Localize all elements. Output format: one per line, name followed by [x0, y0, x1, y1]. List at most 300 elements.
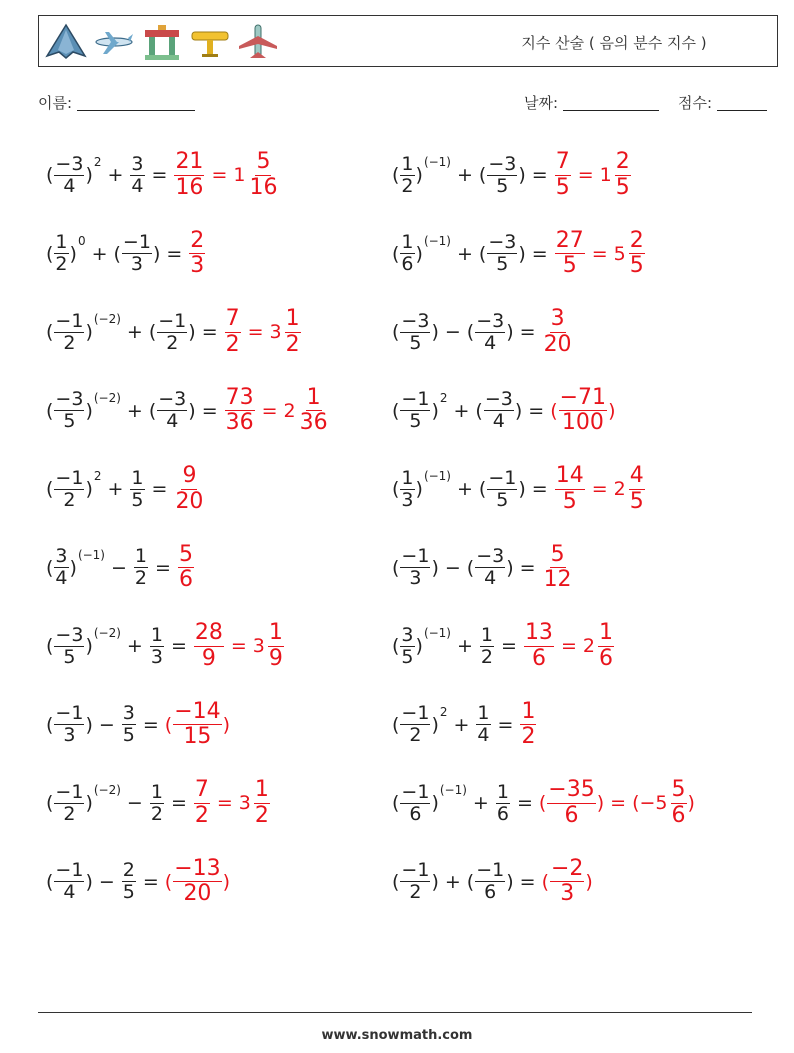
fraction	[543, 307, 573, 356]
paren: (	[466, 870, 475, 893]
paren: )	[69, 556, 77, 579]
numerator: −1	[158, 309, 187, 332]
denominator: 4	[63, 881, 76, 903]
numerator: 1	[401, 466, 414, 489]
denominator: 2	[194, 802, 209, 828]
fraction	[400, 154, 414, 197]
denominator: 4	[484, 567, 497, 589]
fraction	[173, 857, 221, 906]
paren: (	[392, 870, 400, 893]
fraction	[559, 386, 607, 435]
fraction	[194, 621, 224, 670]
paren: (	[46, 635, 54, 657]
paren: (	[478, 164, 487, 186]
numerator: 1	[401, 152, 414, 175]
fraction	[225, 386, 255, 435]
paren: (	[148, 321, 157, 343]
exponent: (−1)	[423, 469, 451, 483]
denominator: 20	[175, 488, 204, 514]
numerator: 5	[671, 777, 686, 803]
numerator: 5	[256, 149, 271, 175]
operator: =	[501, 635, 517, 657]
answer	[193, 778, 271, 827]
mixed-whole-number: 5	[613, 242, 626, 265]
operator: =	[166, 242, 183, 265]
paren: (	[550, 399, 558, 422]
numerator: 2	[629, 227, 644, 253]
fraction	[130, 154, 144, 197]
denominator: 4	[492, 410, 505, 432]
denominator: 2	[401, 174, 414, 197]
answer	[165, 857, 230, 906]
denominator: 5	[122, 724, 135, 746]
paren: (	[46, 870, 54, 893]
numerator: −13	[174, 855, 221, 881]
operator: +	[453, 399, 470, 422]
fraction	[174, 150, 204, 199]
numerator: 1	[496, 780, 509, 803]
exponent: (−1)	[439, 783, 467, 797]
mixed-whole-number: −5	[639, 792, 668, 814]
denominator: 6	[178, 567, 193, 592]
date-blank[interactable]	[563, 95, 659, 111]
operator: =	[591, 478, 608, 500]
denominator: 4	[131, 174, 144, 197]
denominator: 36	[299, 410, 328, 435]
exponent: (−2)	[93, 390, 121, 405]
fraction	[54, 860, 84, 903]
score-blank[interactable]	[717, 95, 767, 111]
header-icons	[45, 22, 279, 62]
paren: (	[541, 870, 549, 893]
fraction	[150, 625, 164, 668]
paren: (	[538, 792, 547, 814]
denominator: 5	[562, 253, 577, 278]
paren: )	[514, 399, 523, 422]
numerator: 1	[55, 231, 68, 254]
paren: (	[392, 556, 400, 579]
operator: =	[560, 635, 577, 657]
operator: =	[151, 164, 168, 186]
fraction	[54, 625, 84, 668]
numerator: 1	[477, 702, 490, 725]
denominator: 3	[63, 724, 76, 746]
operator: =	[201, 399, 218, 422]
operator: +	[107, 478, 124, 500]
denominator: 6	[671, 802, 686, 828]
numerator: −1	[401, 545, 430, 568]
denominator: 3	[560, 881, 575, 906]
numerator: −1	[401, 780, 430, 803]
fraction	[547, 778, 595, 827]
numerator: 1	[285, 306, 300, 332]
numerator: 73	[225, 384, 254, 410]
paren: )	[415, 164, 423, 186]
paren: (	[148, 399, 157, 422]
problem-11	[392, 145, 632, 205]
answer	[554, 464, 646, 513]
numerator: 3	[401, 623, 414, 646]
exponent: (−2)	[93, 783, 121, 797]
operator: +	[472, 792, 489, 814]
numerator: 3	[131, 152, 144, 175]
fraction	[157, 389, 187, 432]
fraction	[54, 311, 84, 354]
denominator: 9	[201, 645, 216, 671]
operator: −	[444, 321, 461, 343]
denominator: 12	[543, 567, 572, 592]
fraction	[520, 700, 536, 749]
operator: =	[211, 164, 228, 186]
numerator: 2	[190, 227, 205, 253]
name-label: 이름:	[38, 94, 73, 112]
operator: +	[126, 399, 143, 422]
problem-14	[392, 381, 615, 441]
operator: =	[155, 556, 171, 579]
fraction	[543, 543, 573, 592]
operator: +	[453, 713, 470, 736]
exponent: (−1)	[423, 626, 451, 640]
fraction	[54, 468, 84, 511]
stealth-plane-icon	[45, 22, 87, 62]
operator: =	[247, 321, 264, 343]
denominator: 36	[225, 410, 254, 435]
denominator: 3	[150, 645, 163, 668]
numerator: 3	[122, 702, 135, 725]
denominator: 6	[484, 881, 497, 903]
exponent: 2	[93, 469, 102, 483]
numerator: 1	[598, 620, 613, 646]
answer	[224, 307, 302, 356]
answer	[173, 464, 205, 513]
operator: =	[519, 556, 536, 579]
numerator: 7	[555, 149, 570, 175]
operator: +	[126, 321, 143, 343]
operator: =	[610, 792, 627, 814]
operator: =	[531, 478, 548, 500]
paren: )	[222, 713, 231, 736]
paren: )	[506, 556, 514, 579]
paren: (	[392, 321, 400, 343]
numerator: 1	[150, 780, 163, 803]
paren: )	[518, 242, 526, 265]
problem-15	[392, 459, 646, 519]
mixed-whole-number: 3	[269, 321, 282, 343]
answer	[193, 621, 285, 670]
numerator: 7	[225, 306, 240, 332]
paren: )	[222, 870, 231, 893]
paren: (	[392, 478, 400, 500]
paren: (	[392, 635, 400, 657]
fighter-jet-icon	[237, 22, 279, 62]
paren: )	[188, 321, 196, 343]
operator: −	[111, 556, 127, 579]
numerator: −1	[488, 466, 517, 489]
numerator: −1	[55, 859, 84, 882]
denominator: 5	[496, 253, 509, 275]
paren: )	[431, 556, 439, 579]
fraction	[173, 700, 221, 749]
paren: (	[46, 478, 54, 500]
numerator: 3	[550, 306, 565, 332]
numerator: −3	[488, 231, 517, 254]
denominator: 5	[496, 174, 509, 197]
numerator: 1	[306, 384, 321, 410]
paren: )	[431, 713, 439, 736]
operator: +	[444, 870, 461, 893]
fraction	[550, 857, 584, 906]
denominator: 5	[562, 488, 577, 514]
paren: )	[506, 321, 514, 343]
fraction	[475, 546, 505, 589]
denominator: 2	[480, 645, 494, 668]
fraction	[122, 232, 152, 275]
gate-icon	[141, 22, 183, 62]
paren: )	[85, 713, 93, 736]
fraction	[157, 311, 187, 354]
numerator: −3	[55, 152, 84, 175]
problem-6	[46, 538, 195, 598]
denominator: 2	[254, 802, 269, 828]
denominator: 5	[63, 645, 76, 668]
mixed-whole-number: 1	[599, 164, 612, 186]
paren: (	[46, 713, 54, 736]
biplane-icon	[189, 22, 231, 62]
mixed-whole-number: 2	[582, 635, 595, 657]
problem-17	[392, 616, 615, 676]
paren: )	[431, 870, 439, 893]
denominator: 3	[190, 253, 205, 278]
numerator: −1	[55, 780, 84, 803]
operator: +	[107, 164, 124, 186]
paren: )	[506, 870, 514, 893]
problem-1	[46, 145, 279, 205]
answer	[177, 543, 195, 592]
denominator: 20	[183, 881, 212, 906]
operator: =	[577, 164, 594, 186]
denominator: 3	[401, 488, 414, 511]
denominator: 5	[409, 331, 422, 354]
fraction	[629, 464, 645, 513]
operator: =	[142, 713, 159, 736]
operator: =	[528, 399, 545, 422]
denominator: 2	[521, 724, 536, 749]
paren: (	[392, 242, 400, 265]
mixed-whole-number: 3	[252, 635, 265, 657]
problem-19	[392, 773, 695, 833]
denominator: 2	[409, 881, 422, 903]
fraction	[480, 625, 494, 668]
denominator: 5	[496, 488, 509, 511]
mixed-whole-number: 1	[233, 164, 246, 186]
exponent: (−2)	[93, 312, 121, 326]
fraction	[615, 150, 631, 199]
denominator: 4	[484, 331, 497, 354]
denominator: 2	[63, 331, 76, 354]
mixed-whole-number: 2	[613, 478, 626, 500]
fraction	[54, 703, 84, 746]
problem-18	[392, 695, 537, 755]
paren: )	[596, 792, 605, 814]
fraction	[400, 860, 430, 903]
paren: (	[46, 399, 54, 422]
numerator: 4	[629, 463, 644, 489]
problem-13	[392, 302, 574, 362]
fraction	[598, 621, 614, 670]
numerator: 1	[480, 623, 494, 646]
operator: =	[497, 713, 514, 736]
denominator: 100	[561, 410, 604, 435]
paren: )	[85, 478, 93, 500]
fraction	[671, 778, 687, 827]
worksheet-title: 지수 산술 ( 음의 분수 지수 )	[521, 34, 707, 52]
problem-2	[46, 224, 206, 284]
date-field	[524, 92, 659, 113]
numerator: −1	[401, 702, 430, 725]
answer	[542, 543, 574, 592]
paren: )	[415, 635, 423, 657]
numerator: −3	[401, 309, 430, 332]
denominator: 5	[629, 488, 644, 514]
operator: =	[519, 870, 536, 893]
fraction	[225, 307, 241, 356]
paren: (	[46, 321, 54, 343]
fraction	[248, 150, 278, 199]
denominator: 5	[122, 881, 135, 903]
exponent: (−2)	[93, 626, 121, 640]
paren: )	[69, 242, 77, 265]
denominator: 6	[401, 253, 414, 275]
numerator: −14	[174, 698, 221, 724]
numerator: −35	[548, 777, 595, 803]
denominator: 6	[409, 802, 422, 825]
operator: −	[126, 792, 143, 814]
problem-20	[392, 852, 593, 912]
fraction	[268, 621, 284, 670]
denominator: 15	[183, 724, 212, 749]
numerator: −3	[55, 623, 84, 646]
denominator: 3	[409, 567, 422, 589]
fraction	[555, 150, 571, 199]
denominator: 6	[598, 645, 613, 671]
exponent: 2	[93, 155, 102, 169]
numerator: −1	[401, 388, 430, 411]
operator: +	[126, 635, 143, 657]
exponent: 2	[439, 704, 448, 719]
paren: (	[466, 321, 475, 343]
numerator: 1	[150, 623, 163, 646]
denominator: 16	[249, 174, 278, 200]
denominator: 9	[268, 645, 283, 671]
numerator: −2	[550, 855, 584, 881]
numerator: 27	[555, 227, 584, 253]
exponent: (−1)	[423, 155, 451, 169]
numerator: 28	[194, 620, 223, 646]
numerator: 1	[521, 698, 536, 724]
fraction	[122, 703, 136, 746]
numerator: 1	[134, 545, 148, 568]
problem-4	[46, 381, 330, 441]
paren: )	[85, 164, 93, 186]
fraction	[400, 468, 414, 511]
operator: =	[230, 635, 247, 657]
numerator: 5	[178, 541, 193, 567]
fraction	[54, 546, 68, 589]
mixed-whole-number: 2	[283, 399, 296, 422]
fraction	[496, 782, 510, 825]
numerator: −1	[401, 859, 430, 882]
numerator: −1	[122, 231, 151, 254]
operator: =	[591, 242, 608, 265]
fraction	[487, 232, 517, 275]
fraction	[476, 703, 490, 746]
paren: )	[431, 321, 439, 343]
fraction	[130, 468, 144, 511]
paren: )	[85, 399, 93, 422]
denominator: 2	[150, 802, 163, 825]
fraction	[400, 546, 430, 589]
paren: (	[46, 164, 54, 186]
denominator: 2	[63, 802, 76, 825]
paren: (	[632, 792, 640, 814]
name-blank[interactable]	[77, 95, 195, 111]
numerator: −3	[55, 388, 84, 411]
fraction	[122, 860, 136, 903]
answer	[539, 778, 695, 827]
name-field	[38, 92, 195, 113]
paren: )	[85, 321, 93, 343]
denominator: 2	[225, 331, 240, 357]
exponent: 0	[77, 233, 86, 248]
operator: −	[98, 713, 115, 736]
footer-url: www.snowmath.com	[321, 1028, 473, 1043]
denominator: 2	[63, 488, 76, 511]
denominator: 4	[63, 174, 76, 197]
paren: (	[392, 713, 400, 736]
answer	[554, 150, 632, 199]
operator: =	[519, 321, 536, 343]
fraction	[475, 860, 505, 903]
fraction	[285, 307, 301, 356]
paren: (	[392, 792, 400, 814]
denominator: 5	[131, 488, 144, 511]
operator: =	[151, 478, 168, 500]
paren: )	[608, 399, 616, 422]
operator: −	[444, 556, 461, 579]
paren: )	[431, 399, 439, 422]
numerator: 1	[268, 620, 283, 646]
answer	[542, 857, 593, 906]
operator: =	[261, 399, 278, 422]
fraction	[475, 311, 505, 354]
denominator: 5	[409, 410, 422, 432]
exponent: (−1)	[77, 547, 105, 562]
problem-10	[46, 852, 230, 912]
footer-divider	[38, 1012, 752, 1013]
numerator: 1	[131, 466, 144, 489]
numerator: 3	[55, 545, 68, 568]
fraction	[487, 468, 517, 511]
operator: =	[531, 242, 548, 265]
operator: =	[170, 635, 187, 657]
denominator: 5	[555, 174, 570, 200]
paren: )	[585, 870, 593, 893]
denominator: 20	[543, 331, 572, 357]
paren: (	[113, 242, 121, 265]
problem-5	[46, 459, 205, 519]
paren: )	[415, 478, 423, 500]
problem-7	[46, 616, 285, 676]
